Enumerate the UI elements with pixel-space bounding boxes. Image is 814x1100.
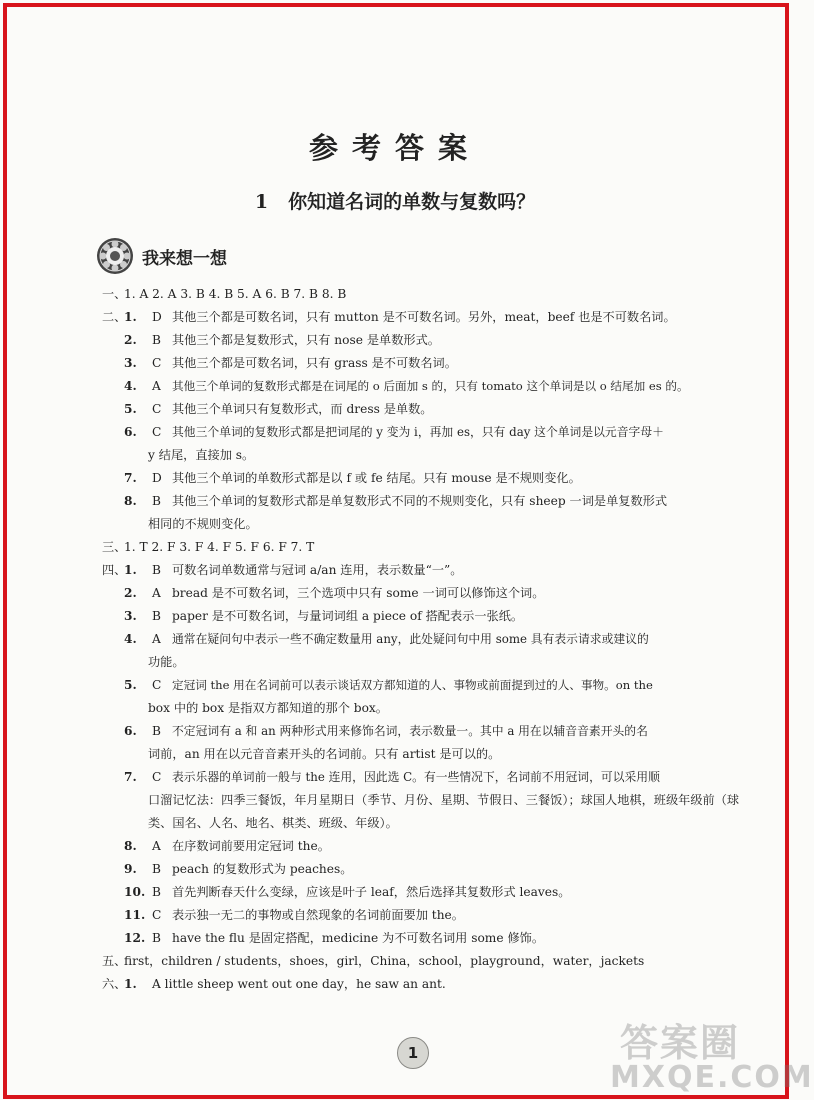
answer-letter: A (152, 586, 161, 600)
section-label: 四、 (102, 563, 127, 577)
answer-letter: B (152, 931, 161, 945)
answer-letter: B (152, 724, 161, 738)
explanation: 其他三个单词只有复数形式，而 dress 是单数。 (172, 402, 433, 416)
watermark-logo: 答案圈 (620, 1021, 741, 1065)
section-4-item (102, 559, 742, 582)
watermark-url: MXQE.COM (610, 1060, 814, 1095)
answer-letter: B (152, 609, 161, 623)
section-heading: 我来想一想 (142, 249, 227, 269)
answer-letter: A (152, 839, 161, 853)
question-number: 7. (124, 471, 137, 485)
answer-letter: C (152, 425, 162, 439)
answer-text: first，children / students，shoes，girl，China，school，playground，water，jackets (124, 954, 645, 968)
section-2-item (102, 421, 742, 444)
question-number: 5. (124, 678, 137, 692)
answer-text: 1. A 2. A 3. B 4. B 5. A 6. B 7. B 8. B (124, 287, 347, 301)
section-2-item (102, 329, 742, 352)
question-number: 8. (124, 839, 137, 853)
question-number: 8. (124, 494, 137, 508)
section-2-item (102, 467, 742, 490)
question-number: 6. (124, 724, 137, 738)
section-1 (102, 283, 742, 306)
page-number: 1 (397, 1037, 429, 1069)
explanation: 其他三个单词的复数形式都是把词尾的 y 变为 i，再加 es，只有 day 这个单词是以元音字母＋ (172, 425, 664, 439)
answer-letter: D (152, 310, 162, 324)
page-title: 参考答案 (308, 131, 481, 165)
section-2-item (102, 375, 742, 398)
answer-letter: C (152, 770, 162, 784)
answer-letter: B (152, 563, 161, 577)
answer-letter: C (152, 678, 162, 692)
answer-letter: C (152, 908, 162, 922)
question-number: 12. (124, 931, 146, 945)
gear-icon (96, 237, 134, 275)
answer-letter: B (152, 333, 161, 347)
section-4-item (102, 582, 742, 605)
question-number: 4. (124, 632, 137, 646)
answer-letter: B (152, 885, 161, 899)
chapter-number: 1 (254, 191, 269, 213)
explanation: 在序数词前要用定冠词 the。 (172, 839, 330, 853)
section-4-item (102, 605, 742, 628)
question-number: 7. (124, 770, 137, 784)
section-2-item (102, 398, 742, 421)
section-4-item (102, 628, 742, 651)
section-4-item (102, 881, 742, 904)
answer-text: A little sheep went out one day，he saw an ant. (152, 977, 446, 991)
section-4-item (102, 766, 742, 789)
section-4-item (102, 835, 742, 858)
section-5 (102, 950, 742, 973)
explanation: 不定冠词有 a 和 an 两种形式用来修饰名词，表示数量一。其中 a 用在以辅音音素开头的名 (172, 724, 648, 738)
question-number: 3. (124, 356, 137, 370)
question-number: 6. (124, 425, 137, 439)
explanation: 其他三个都是可数名词，只有 grass 是不可数名词。 (172, 356, 457, 370)
section-2-item (102, 490, 742, 513)
question-number: 9. (124, 862, 137, 876)
explanation: 通常在疑问句中表示一些不确定数量用 any，此处疑问句中用 some 具有表示请求或建议的 (172, 632, 649, 646)
explanation: 表示乐器的单词前一般与 the 连用，因此选 C。有一些情况下，名词前不用冠词，可以采用顺 (172, 770, 660, 784)
explanation: paper 是不可数名词，与量词词组 a piece of 搭配表示一张纸。 (172, 609, 524, 623)
section-3 (102, 536, 742, 559)
section-label: 五、 (102, 954, 127, 968)
explanation: 其他三个单词的单数形式都是以 f 或 fe 结尾。只有 mouse 是不规则变化。 (172, 471, 581, 485)
answer-list (102, 283, 742, 996)
section-2-item (102, 352, 742, 375)
question-number: 2. (124, 333, 137, 347)
section-label: 二、 (102, 310, 127, 324)
explanation: 可数名词单数通常与冠词 a/an 连用，表示数量“一”。 (172, 563, 463, 577)
answer-letter: B (152, 862, 161, 876)
explanation: peach 的复数形式为 peaches。 (172, 862, 353, 876)
section-4-item (102, 720, 742, 743)
chapter-title (0, 187, 790, 214)
section-2-item (102, 306, 742, 329)
question-number: 5. (124, 402, 137, 416)
answer-text: 1. T 2. F 3. F 4. F 5. F 6. F 7. T (124, 540, 315, 554)
answer-letter: C (152, 356, 162, 370)
question-number: 11. (124, 908, 146, 922)
section-label: 一、 (102, 287, 127, 301)
question-number: 1. (124, 977, 137, 991)
explanation: bread 是不可数名词，三个选项中只有 some 一词可以修饰这个词。 (172, 586, 545, 600)
section-4-item (102, 858, 742, 881)
explanation: 其他三个单词的复数形式都是单复数形式不同的不规则变化，只有 sheep 一词是单复数形式 (172, 494, 668, 508)
question-number: 4. (124, 379, 137, 393)
answer-letter: B (152, 494, 161, 508)
section-label: 三、 (102, 540, 127, 554)
section-4-item (102, 927, 742, 950)
explanation: 其他三个都是复数形式，只有 nose 是单数形式。 (172, 333, 440, 347)
answer-letter: C (152, 402, 162, 416)
explanation: have the flu 是固定搭配，medicine 为不可数名词用 some 修饰。 (172, 931, 545, 945)
question-number: 3. (124, 609, 137, 623)
question-number: 2. (124, 586, 137, 600)
section-4-item (102, 904, 742, 927)
explanation: 首先判断春天什么变绿，应该是叶子 leaf，然后选择其复数形式 leaves。 (172, 885, 571, 899)
explanation-continued: 功能。 (148, 655, 185, 669)
explanation: 定冠词 the 用在名词前可以表示谈话双方都知道的人、事物或前面提到过的人、事物。on the (172, 678, 653, 692)
section-label: 六、 (102, 977, 127, 991)
question-number: 1. (124, 310, 137, 324)
answer-letter: A (152, 632, 161, 646)
explanation: 其他三个都是可数名词，只有 mutton 是不可数名词。另外，meat，beef 也是不可数名词。 (172, 310, 676, 324)
question-number: 1. (124, 563, 137, 577)
explanation: 表示独一无二的事物或自然现象的名词前面要加 the。 (172, 908, 464, 922)
answer-letter: D (152, 471, 162, 485)
answer-letter: A (152, 379, 161, 393)
explanation-continued: box 中的 box 是指双方都知道的那个 box。 (148, 701, 388, 715)
explanation: 其他三个单词的复数形式都是在词尾的 o 后面加 s 的，只有 tomato 这个单词是以 o 结尾加 es 的。 (172, 379, 689, 393)
section-4-item (102, 674, 742, 697)
explanation-continued: 词前，an 用在以元音音素开头的名词前。只有 artist 是可以的。 (148, 747, 501, 761)
section-6 (102, 973, 742, 996)
explanation-continued: 口溜记忆法：四季三餐饭，年月星期日（季节、月份、星期、节假日、三餐饭）；球国人地棋，班级年级前（球类、国名、人名、地名、棋类、班级、年级）。 (148, 793, 740, 830)
question-number: 10. (124, 885, 146, 899)
explanation-continued: 相同的不规则变化。 (148, 517, 258, 531)
chapter-text: 你知道名词的单数与复数吗？ (288, 191, 536, 213)
explanation-continued: y 结尾，直接加 s。 (148, 448, 255, 462)
